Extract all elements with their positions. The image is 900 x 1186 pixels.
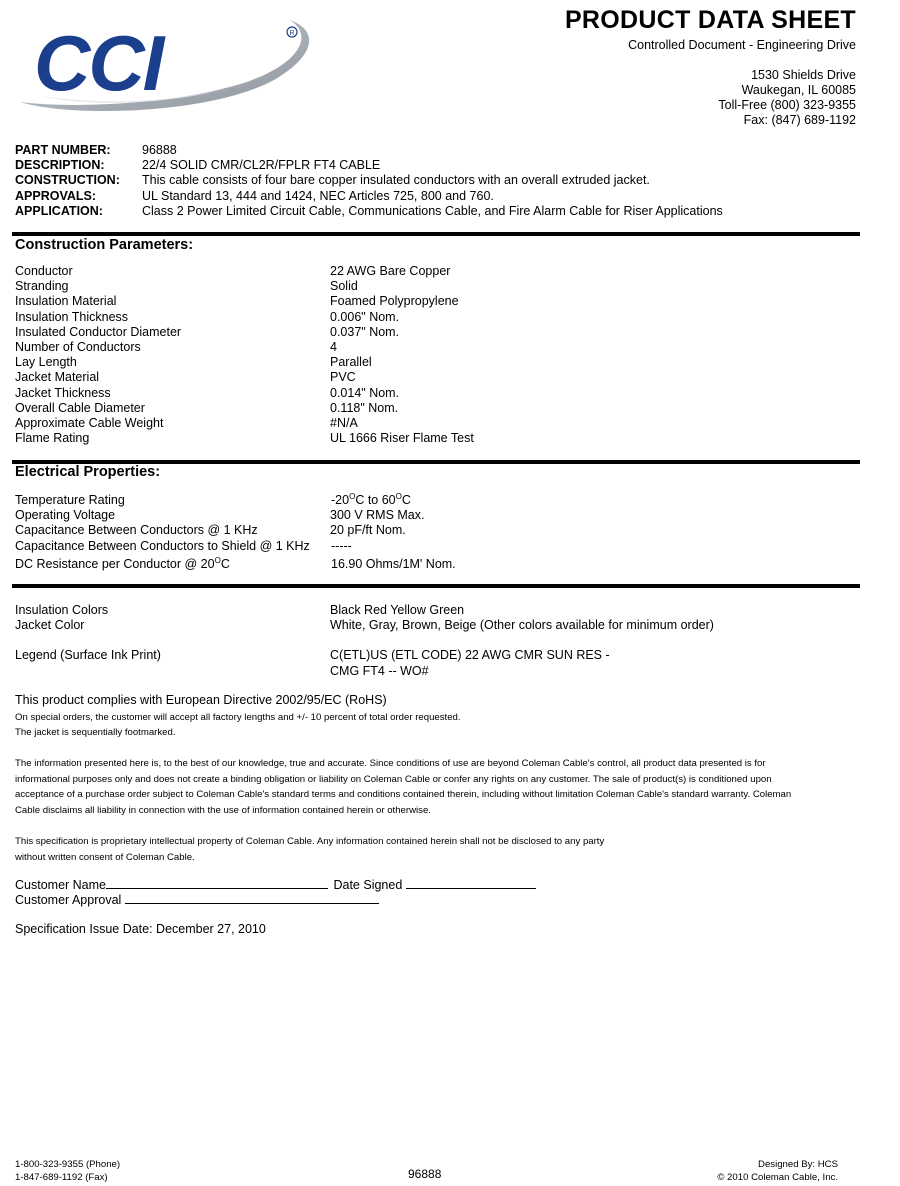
param-name: Jacket Color [15,618,85,633]
customer-approval-field[interactable] [125,891,379,904]
info-label: PART NUMBER: [15,143,111,157]
param-row [15,618,860,633]
param-value: 22 AWG Bare Copper [330,264,451,278]
logo-text: CCI [34,19,163,107]
param-value: Solid [330,279,358,294]
param-value: #N/A [330,415,358,430]
footer-fax: 1-847-689-1192 (Fax) [15,1171,108,1183]
info-value: 96888 [142,143,177,157]
param-value: 0.037" Nom. [330,324,400,339]
info-label: DESCRIPTION: [15,158,105,173]
application-row [15,204,723,219]
info-value: UL Standard 13, 444 and 1424, NEC Articles 725, 800 and 760. [142,188,494,203]
param-value: 0.006" Nom. [330,309,400,324]
customer-approval-label: Customer Approval [15,893,122,907]
param-value: ----- [331,538,352,553]
param-name: Stranding [15,279,69,294]
param-value: Black Red Yellow Green [330,603,465,617]
param-value: 0.014" Nom. [330,385,400,400]
proprietary-notice: This specification is proprietary intellectual property of Coleman Cable. Any information contained herein shall not be disclosed to any party without written consent of Coleman Cable. [15,836,605,863]
param-value: 4 [330,339,337,354]
customer-name-field[interactable] [106,876,328,889]
section-divider [12,232,860,236]
param-name: Number of Conductors [15,339,141,354]
part-number-row [15,143,723,158]
info-label: CONSTRUCTION: [15,173,120,188]
info-value: 22/4 SOLID CMR/CL2R/FPLR FT4 CABLE [142,158,381,173]
construction-row [15,173,723,188]
param-row [15,603,860,618]
rohs-statement: This product complies with European Directive 2002/95/EC (RoHS) [15,693,387,707]
address-line: 1530 Shields Drive [751,68,856,82]
param-value: 20 pF/ft Nom. [330,523,406,538]
approvals-row [15,189,723,204]
param-value: 300 V RMS Max. [330,508,425,523]
param-name: Jacket Material [15,370,100,385]
company-address [718,68,856,128]
toll-free-phone: Toll-Free (800) 323-9355 [718,98,856,112]
signature-line-2 [15,891,379,907]
param-value: $-20^OC$ to $60^OC$ [331,492,411,507]
signature-line-1 [15,876,536,892]
param-value: 0.118" Nom. [330,400,399,415]
footmark-note: The jacket is sequentially footmarked. [15,727,176,738]
description-row [15,158,723,173]
param-value: PVC [330,370,356,385]
customer-name-label: Customer Name [15,878,106,892]
date-signed-label: Date Signed [333,878,403,892]
param-name: Jacket Thickness [15,385,111,400]
address-line: Waukegan, IL 60085 [741,83,856,97]
param-name: DC Resistance per Conductor @ $20^OC$ [15,555,230,571]
param-value: 16.90 Ohms/1M' Nom. [331,556,456,571]
param-name: Insulation Material [15,294,117,309]
footer-credits [717,1159,838,1184]
electrical-section-title: Electrical Properties: [15,464,161,480]
param-name: Temperature Rating [15,493,125,507]
designed-by: Designed By: HCS [758,1159,838,1170]
param-name: Approximate Cable Weight [15,415,164,430]
info-value: This cable consists of four bare copper insulated conductors with an overall extruded jacket. [142,173,650,188]
special-orders-note: On special orders, the customer will accept all factory lengths and +/- 10 percent of total order requested. [15,712,461,723]
param-name: Capacitance Between Conductors @ 1 KHz [15,523,258,538]
info-label: APPROVALS: [15,188,97,203]
param-name: Insulation Colors [15,603,109,617]
param-value: C(ETL)US (ETL CODE) 22 AWG CMR SUN RES - CMG FT4 -- WO# [330,648,610,678]
param-name: Insulated Conductor Diameter [15,324,182,339]
param-name: Flame Rating [15,431,90,446]
param-value: Foamed Polypropylene [330,294,459,309]
fax-number: Fax: (847) 689-1192 [743,113,856,127]
param-name: Operating Voltage [15,508,116,523]
copyright: © 2010 Coleman Cable, Inc. [717,1171,838,1183]
cci-logo [12,10,322,120]
footer-part-number: 96888 [408,1167,442,1181]
issue-date: Specification Issue Date: December 27, 2010 [15,922,266,936]
document-title: PRODUCT DATA SHEET [564,6,856,34]
section-divider [12,584,860,588]
date-signed-field[interactable] [406,876,536,889]
document-subtitle: Controlled Document - Engineering Drive [628,38,856,52]
svg-text:R: R [289,30,295,37]
info-label: APPLICATION: [15,203,103,218]
param-row [15,648,860,678]
param-name: Legend (Surface Ink Print) [15,648,161,663]
colors-section [15,603,860,683]
footer-phone: 1-800-323-9355 (Phone) [15,1159,121,1170]
construction-section-title: Construction Parameters: [15,237,194,253]
disclaimer: The information presented here is, to the best of our knowledge, true and accurate. Since conditions of use are beyond Coleman Cable's control, all product data presented is for informational purposes only and does not create a binding obligation or liability on Coleman Cable or confer any rights on any customer. The sale of product(s) is conditioned upon acceptance of a purchase order subject to Coleman Cable's standard terms and conditions contained therein, including without limitation Coleman Cable's standard warranty. Coleman Cable disclaims all liability in connection with the use of information contained herein or otherwise. [15,758,792,816]
param-value: White, Gray, Brown, Beige (Other colors available for minimum order) [330,618,714,633]
part-info [15,143,723,219]
info-value: Class 2 Power Limited Circuit Cable, Communications Cable, and Fire Alarm Cable for Riser Applications [142,203,723,218]
param-name: Conductor [15,264,73,278]
param-name: Capacitance Between Conductors to Shield @ 1 KHz [15,538,310,553]
param-value: UL 1666 Riser Flame Test [330,431,474,446]
param-name: Overall Cable Diameter [15,400,145,415]
param-name: Lay Length [15,355,77,370]
param-name: Insulation Thickness [15,309,129,324]
footer-contact [15,1159,120,1184]
param-value: Parallel [330,355,372,370]
